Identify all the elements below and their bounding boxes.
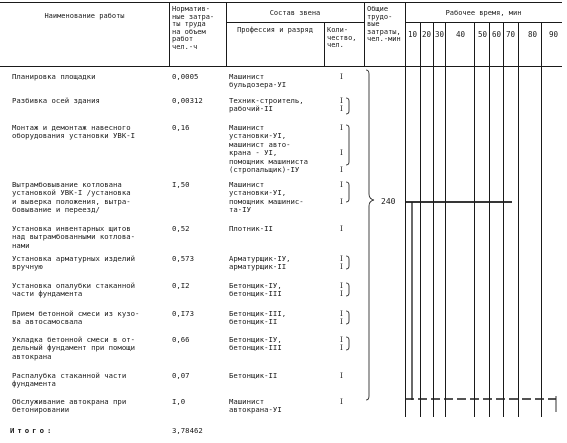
row-5-norm: 0,52	[172, 224, 190, 233]
row-10-name: Распалубка стаканной части фундамента	[12, 371, 127, 389]
row-3-name: Монтаж и демонтаж навесного оборудования установки УВК-I	[12, 123, 136, 141]
header-working-time: Рабочее время, мин	[445, 9, 522, 17]
row-8-norm: 0,I73	[172, 309, 194, 318]
row-11-norm: I,0	[172, 397, 186, 406]
row-6-name: Установка арматурных изделий вручную	[12, 254, 136, 272]
row-3-qty: I I I	[340, 123, 343, 175]
minute-label-80: 80	[528, 30, 538, 39]
row-1-name: Планировка площадки	[12, 72, 96, 81]
row-11-prof: Машинист автокрана-УI	[229, 397, 282, 415]
row-6-prof: Арматурщик-IУ, арматурщик-II	[229, 254, 291, 272]
row-2-name: Разбивка осей здания	[12, 96, 100, 105]
row-8-qty: I I	[340, 309, 343, 327]
row-7-norm: 0,I2	[172, 281, 190, 290]
header-norm: Норматив- ные затра- ты труда на объем работ чел.-ч	[172, 5, 215, 51]
row-3-brace	[346, 125, 349, 165]
header-profession: Профессия и разряд	[237, 26, 313, 34]
row-7-qty: I I	[340, 281, 343, 299]
row-1-prof: Машинист бульдозера-УI	[229, 72, 287, 90]
row-9-norm: 0,66	[172, 335, 190, 344]
minute-label-90: 90	[549, 30, 559, 39]
row-8-prof: Бетонщик-III, бетонщик-II	[229, 309, 287, 327]
total-value: 3,78462	[172, 426, 203, 435]
row-4-qty: I I	[340, 180, 343, 206]
minute-label-10: 10	[408, 30, 418, 39]
minute-label-70: 70	[506, 30, 516, 39]
header-work-name: Наименование работы	[44, 12, 125, 20]
minute-label-30: 30	[435, 30, 445, 39]
row-7-brace	[346, 283, 349, 296]
row-6-norm: 0,573	[172, 254, 194, 263]
row-4-name: Вытрамбовывание котлована установкой УВК-I /установка и выверка положения, вытра- бовывание и переезд/	[12, 180, 131, 215]
row-9-brace	[346, 337, 349, 350]
row-3-norm: 0,16	[172, 123, 190, 132]
row-10-qty: I	[340, 371, 343, 380]
total-label: Итого:	[10, 426, 55, 435]
header-total-cost: Общие трудо- вые затраты, чел.-мин	[367, 5, 401, 44]
minute-label-50: 50	[478, 30, 488, 39]
row-5-qty: I	[340, 224, 343, 233]
row-1-norm: 0,0005	[172, 72, 199, 81]
row-7-prof: Бетонщик-IУ, бетонщик-III	[229, 281, 282, 299]
row-2-qty: I I	[340, 96, 343, 114]
row-6-brace	[346, 256, 349, 269]
row-2-brace	[346, 98, 349, 114]
row-3-prof: Машинист установки-УI, машинист авто- крана - УI, помощник машиниста (стропальщик)-IУ	[229, 123, 309, 175]
row-7-name: Установка опалубки стаканной части фундамента	[12, 281, 136, 299]
row-4-norm: I,50	[172, 180, 190, 189]
row-10-prof: Бетонщик-II	[229, 371, 278, 380]
row-5-prof: Плотник-II	[229, 224, 273, 233]
row-1-qty: I	[340, 72, 343, 81]
row-4-total: 240	[381, 197, 396, 206]
header-team: Состав звена	[269, 9, 321, 17]
row-11-name: Обслуживание автокрана при бетонировании	[12, 397, 127, 415]
row-2-norm: 0,00312	[172, 96, 203, 105]
row-9-name: Укладка бетонной смеси в от- дельный фундамент при помощи автокрана	[12, 335, 136, 361]
row-4-brace	[346, 182, 349, 202]
minute-label-60: 60	[492, 30, 502, 39]
row-9-prof: Бетонщик-IУ, бетонщик-III	[229, 335, 282, 353]
total-brace	[366, 70, 374, 400]
row-8-brace	[346, 311, 349, 324]
row-10-norm: 0,07	[172, 371, 190, 380]
row-6-qty: I I	[340, 254, 343, 272]
row-8-name: Прием бетонной смеси из кузо- ва автосамосвала	[12, 309, 140, 327]
header-quantity: Коли- чество, чел.	[327, 26, 357, 50]
minute-label-40: 40	[456, 30, 466, 39]
row-5-name: Установка инвентарных щитов над вытрамбованными котлова- нами	[12, 224, 136, 250]
row-11-qty: I	[340, 397, 343, 406]
row-4-prof: Машинист установки-УI, помощник машинис- та-IУ	[229, 180, 304, 215]
minute-label-20: 20	[422, 30, 432, 39]
row-9-qty: I I	[340, 335, 343, 353]
row-2-prof: Техник-строитель, рабочий-II	[229, 96, 304, 114]
